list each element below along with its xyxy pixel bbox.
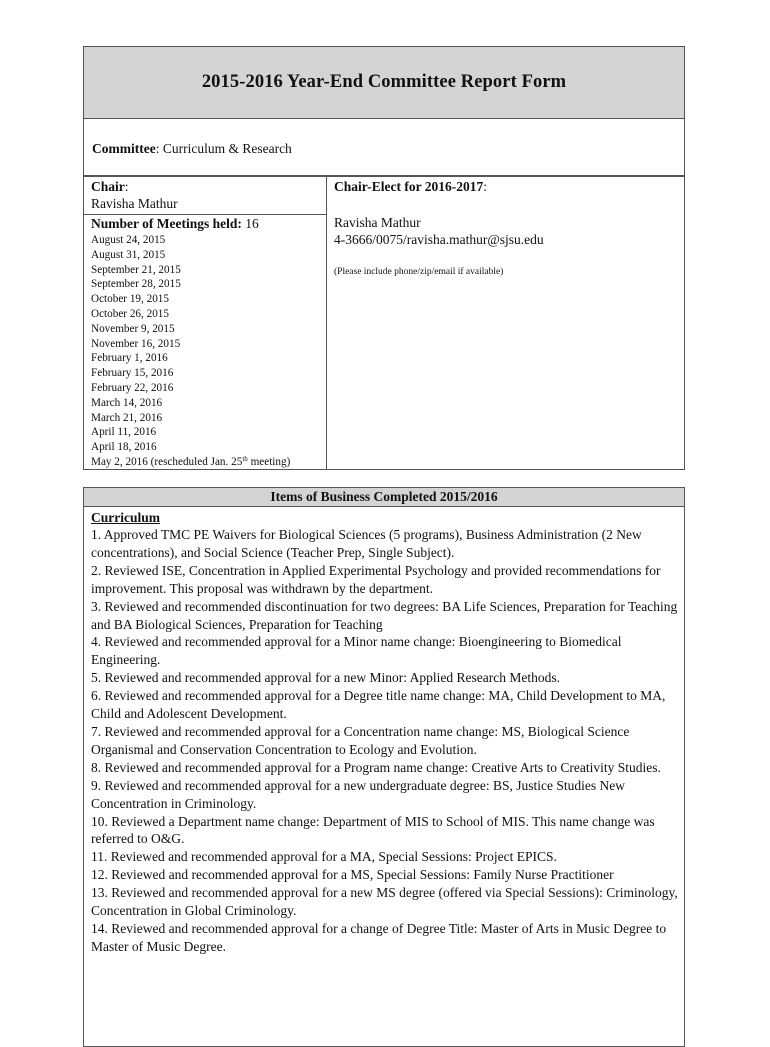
- meeting-date: February 15, 2016: [91, 367, 174, 380]
- meeting-date: February 1, 2016: [91, 352, 168, 365]
- meeting-date-last-tail: meeting): [247, 455, 291, 468]
- committee-line: [92, 141, 292, 157]
- chair-cell: [91, 178, 178, 212]
- list-item: 2. Reviewed ISE, Concentration in Applied Experimental Psychology and provided recommendations for improvement. This proposal was withdrawn by the department.: [91, 562, 661, 596]
- curriculum-subheading: Curriculum: [91, 510, 160, 525]
- meeting-date: February 22, 2016: [91, 381, 174, 394]
- column-divider: [326, 177, 327, 469]
- meeting-date: March 21, 2016: [91, 411, 163, 424]
- meeting-date: April 18, 2016: [91, 441, 157, 454]
- chair-elect-info: [334, 214, 544, 248]
- meetings-count: 16: [241, 216, 259, 231]
- list-item: 3. Reviewed and recommended discontinuation for two degrees: BA Life Sciences, Preparation for Teaching and BA Biological Sciences, Preparation for Teaching: [91, 598, 678, 632]
- meeting-dates-list: [91, 233, 290, 470]
- list-item: 5. Reviewed and recommended approval for a new Minor: Applied Research Methods.: [91, 670, 560, 686]
- meetings-label: Number of Meetings held:: [91, 216, 242, 231]
- items-of-business-box: [83, 487, 685, 1047]
- meeting-date: August 24, 2015: [91, 234, 166, 246]
- chair-name: Ravisha Mathur: [91, 196, 178, 211]
- chair-elect-label-suffix: :: [483, 179, 487, 194]
- list-item: 1. Approved TMC PE Waivers for Biological Sciences (5 programs), Business Administration (2 New concentrations), and Social Science (Teacher Prep, Single Subject).: [91, 527, 642, 560]
- meeting-date: November 9, 2015: [91, 322, 175, 335]
- items-list: [84, 526, 684, 956]
- meeting-date: March 14, 2016: [91, 396, 163, 409]
- list-item: 8. Reviewed and recommended approval for a Program name change: Creative Arts to Creativity Studies.: [91, 759, 661, 775]
- meeting-date: September 21, 2015: [91, 263, 181, 276]
- form-title: 2015-2016 Year-End Committee Report Form: [201, 72, 567, 92]
- meeting-date-last-text: May 2, 2016 (rescheduled Jan. 25: [91, 455, 243, 468]
- list-item: 13. Reviewed and recommended approval for a new MS degree (offered via Special Sessions): Criminology, Concentration in Global Criminology.: [91, 885, 678, 919]
- committee-label: Committee: [92, 141, 156, 156]
- chair-label: Chair: [91, 179, 125, 194]
- list-item: 6. Reviewed and recommended approval for a Degree title name change: MA, Child Development to MA, Child and Adolescent Development.: [91, 688, 666, 722]
- items-header: Items of Business Completed 2015/2016: [84, 488, 684, 507]
- chair-elect-note: (Please include phone/zip/email if available): [334, 267, 504, 277]
- list-item: 9. Reviewed and recommended approval for a new undergraduate degree: BS, Justice Studies New Concentration in Criminology.: [91, 777, 625, 811]
- meetings-heading: [91, 215, 259, 232]
- chair-elect-heading: [334, 178, 487, 195]
- list-item: 11. Reviewed and recommended approval for a MA, Special Sessions: Project EPICS.: [91, 849, 557, 865]
- chair-elect-label: Chair-Elect for 2016-2017: [334, 179, 484, 194]
- chair-elect-contact: 4-3666/0075/ravisha.mathur@sjsu.edu: [334, 232, 544, 247]
- committee-value: : Curriculum & Research: [155, 141, 292, 156]
- meeting-date: October 26, 2015: [91, 307, 169, 320]
- chair-row: [83, 176, 685, 470]
- chair-label-suffix: :: [124, 179, 129, 194]
- meeting-date: November 16, 2015: [91, 337, 181, 350]
- meeting-date: September 28, 2015: [91, 278, 181, 291]
- list-item: 4. Reviewed and recommended approval for a Minor name change: Bioengineering to Biomedical Engineering.: [91, 634, 622, 668]
- committee-row: [83, 119, 685, 176]
- meeting-date-last-sup: th: [242, 454, 248, 463]
- meeting-date-last: [91, 455, 290, 470]
- meeting-date: October 19, 2015: [91, 293, 169, 306]
- meeting-date: April 11, 2016: [91, 426, 157, 439]
- list-item: 12. Reviewed and recommended approval for a MS, Special Sessions: Family Nurse Practitioner: [91, 867, 614, 883]
- meeting-date: August 31, 2015: [91, 248, 166, 261]
- chair-elect-name: Ravisha Mathur: [334, 215, 421, 230]
- list-item: 7. Reviewed and recommended approval for a Concentration name change: MS, Biological Science Organismal and Conservation Concentration to Ecology and Evolution.: [91, 723, 630, 757]
- list-item: 14. Reviewed and recommended approval for a change of Degree Title: Master of Arts in Music Degree to Master of Music Degree.: [91, 920, 667, 954]
- form-title-box: [83, 46, 685, 119]
- list-item: 10. Reviewed a Department name change: Department of MIS to School of MIS. This name change was referred to O&G.: [91, 813, 655, 847]
